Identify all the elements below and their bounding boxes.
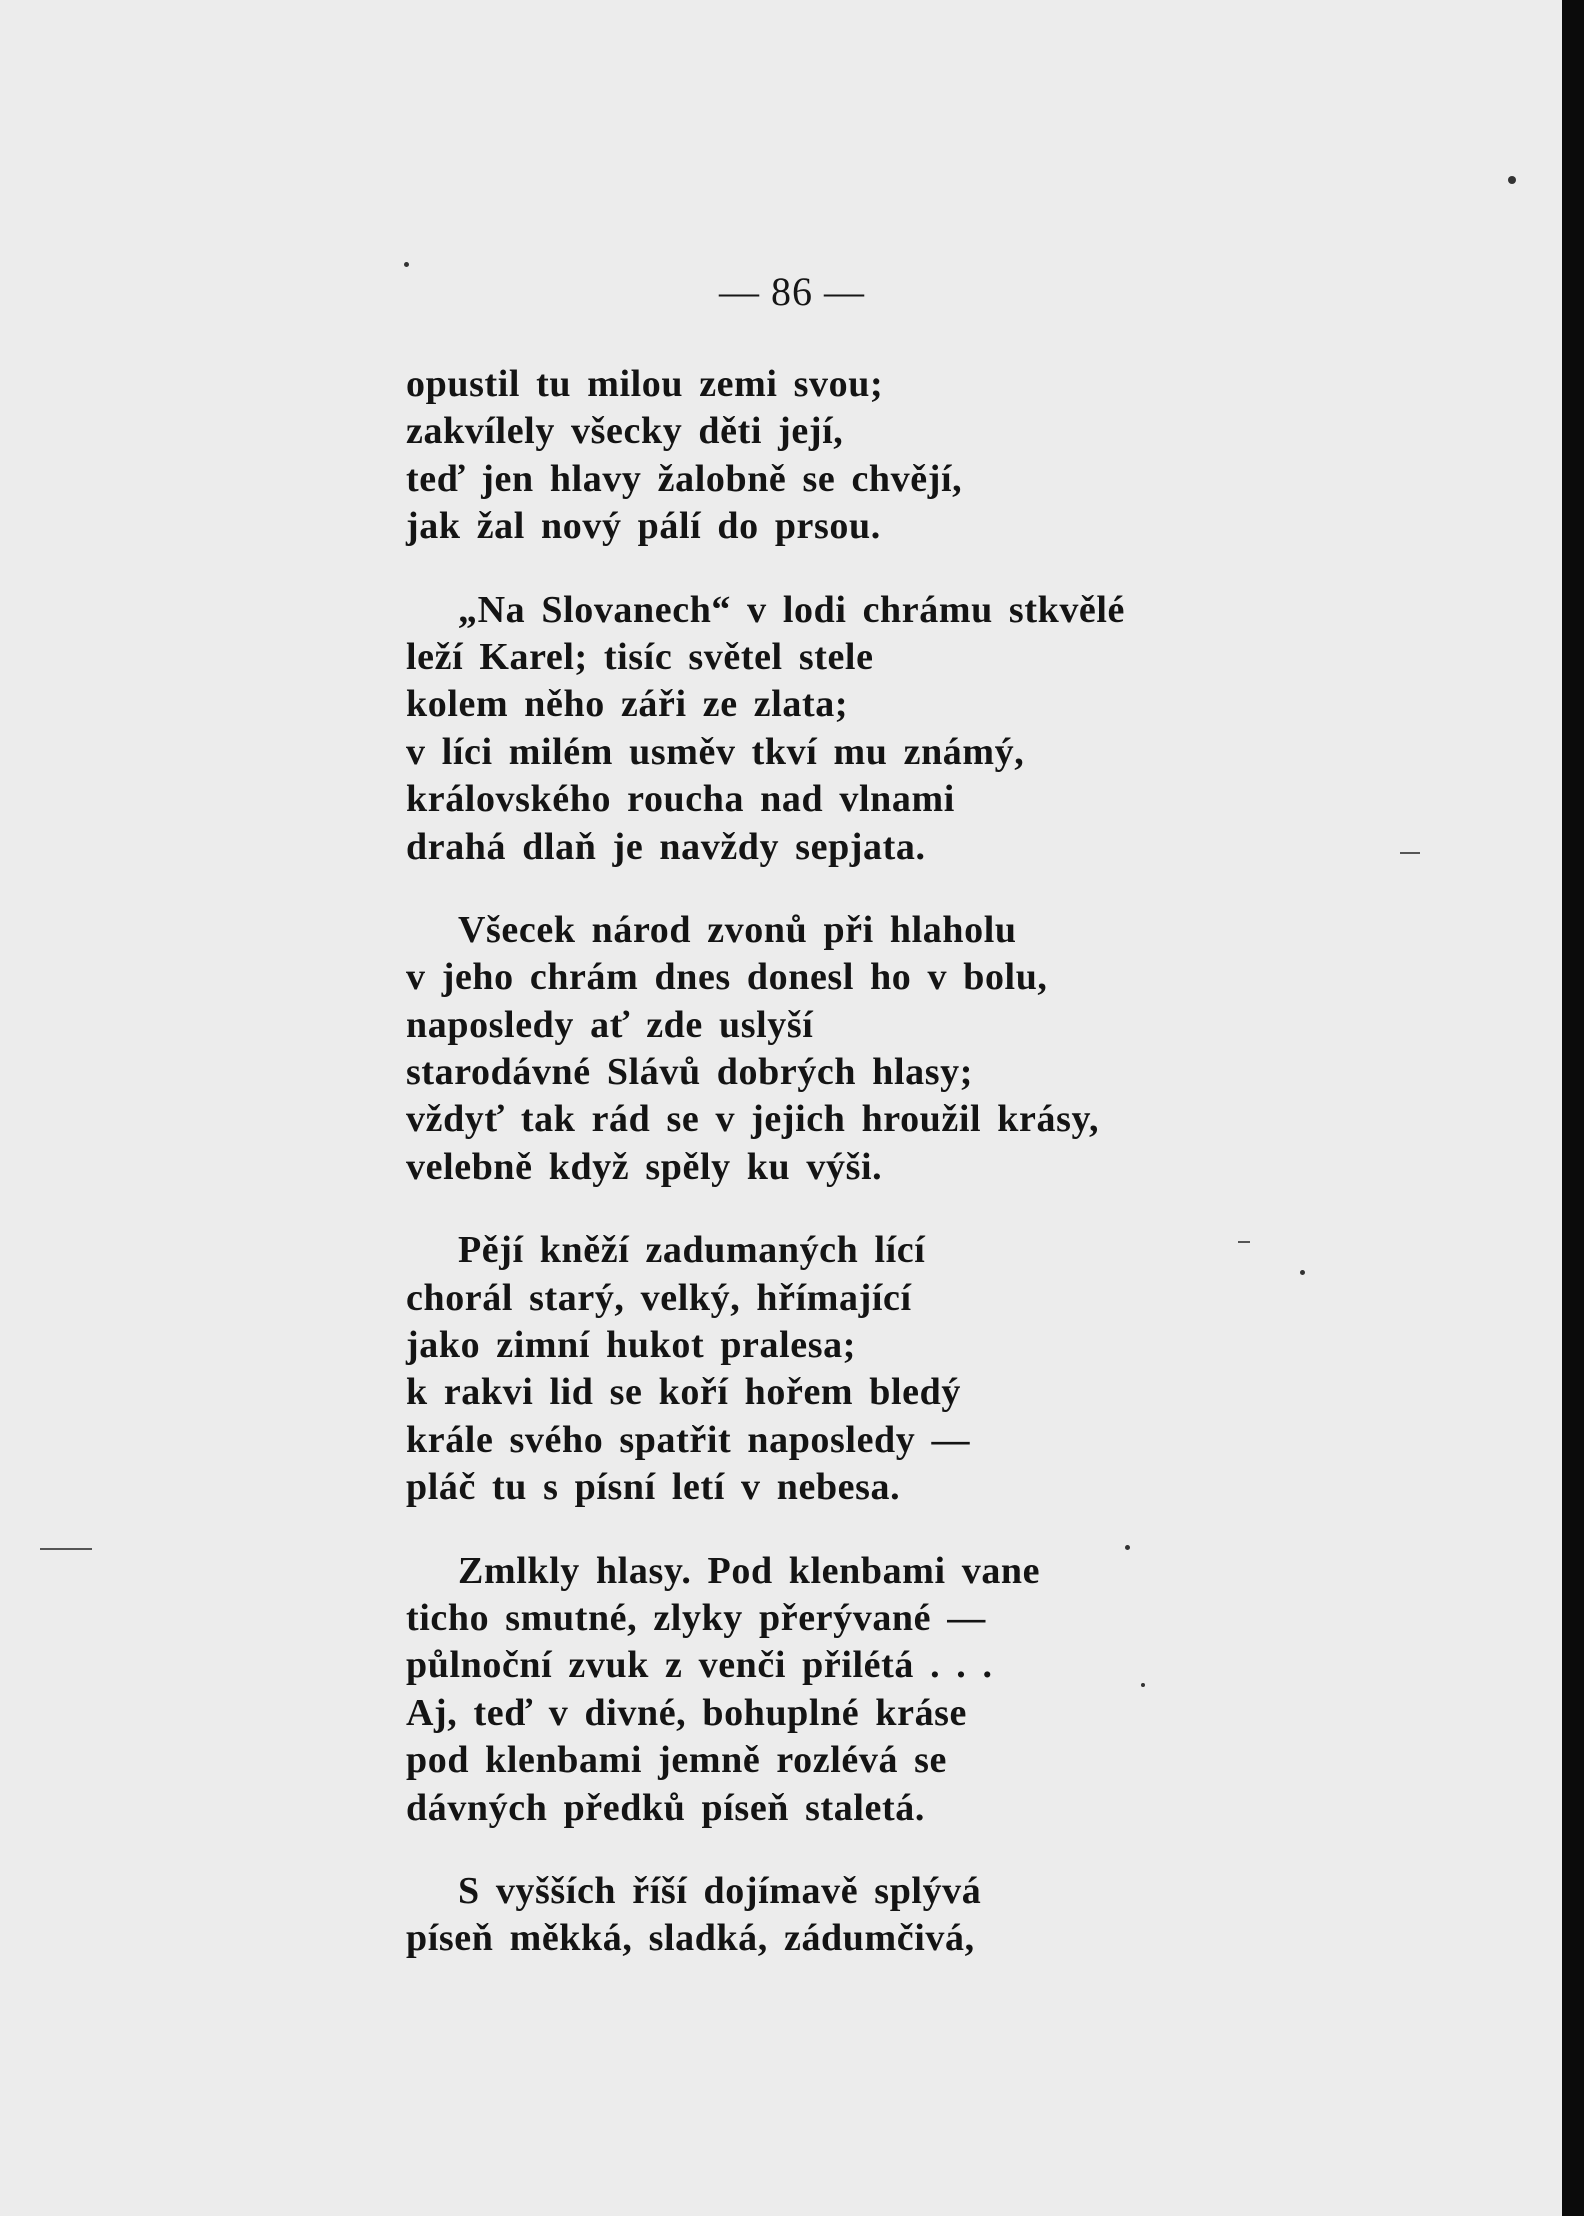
verse-line: teď jen hlavy žalobně se chvějí, (406, 457, 963, 500)
verse-line: vždyť tak rád se v jejich hroužil krásy, (406, 1098, 1100, 1141)
poem-text (406, 361, 1446, 1999)
verse-line: jako zimní hukot pralesa; (406, 1324, 856, 1367)
scan-speck (1508, 176, 1516, 184)
verse-line: S vyšších říší dojímavě splývá (458, 1869, 982, 1912)
scan-mark (40, 1548, 92, 1550)
verse-line: ticho smutné, zlyky přerývané — (406, 1596, 986, 1639)
verse-line: naposledy ať zde uslyší (406, 1003, 814, 1046)
verse-line: „Na Slovanech“ v lodi chrámu stkvělé (458, 588, 1126, 631)
verse-line: Zmlkly hlasy. Pod klenbami vane (458, 1549, 1041, 1592)
verse-line: dávných předků píseň staletá. (406, 1786, 925, 1829)
verse-line: k rakvi lid se koří hořem bledý (406, 1371, 961, 1414)
verse-line: půlnoční zvuk z venči přilétá . . . (406, 1644, 993, 1687)
verse-line: Pějí kněží zadumaných lící (458, 1229, 926, 1272)
verse-line: pláč tu s písní letí v nebesa. (406, 1466, 901, 1509)
verse-line: opustil tu milou zemi svou; (406, 363, 884, 405)
verse-line: Všecek národ zvonů při hlaholu (458, 908, 1017, 951)
verse-line: krále svého spatřit naposledy — (406, 1418, 971, 1461)
verse-line: leží Karel; tisíc světel stele (406, 635, 874, 678)
page-number: — 86 — (719, 269, 865, 314)
stanza-4 (406, 1227, 1446, 1511)
stanza-5 (406, 1548, 1446, 1832)
verse-line: Aj, teď v divné, bohuplné kráse (406, 1691, 968, 1734)
verse-line: chorál starý, velký, hřímající (406, 1276, 912, 1319)
verse-line: píseň měkká, sladká, zádumčivá, (406, 1917, 975, 1960)
verse-line: zakvílely všecky děti její, (406, 410, 844, 453)
stanza-3 (406, 907, 1446, 1191)
verse-line: starodávné Slávů dobrých hlasy; (406, 1051, 973, 1094)
verse-line: pod klenbami jemně rozlévá se (406, 1739, 948, 1782)
verse-line: velebně když spěly ku výši. (406, 1145, 883, 1188)
verse-line: v jeho chrám dnes donesl ho v bolu, (406, 956, 1048, 999)
verse-line: drahá dlaň je navždy sepjata. (406, 825, 926, 868)
verse-line: jak žal nový pálí do prsou. (406, 505, 881, 548)
stanza-1 (406, 361, 1446, 551)
verse-line: královského roucha nad vlnami (406, 778, 955, 821)
verse-line: v líci milém usměv tkví mu známý, (406, 730, 1025, 773)
stanza-6 (406, 1868, 1446, 1963)
verse-line: kolem něho záři ze zlata; (406, 683, 849, 726)
scan-border (1562, 0, 1584, 2216)
stanza-2 (406, 587, 1446, 871)
